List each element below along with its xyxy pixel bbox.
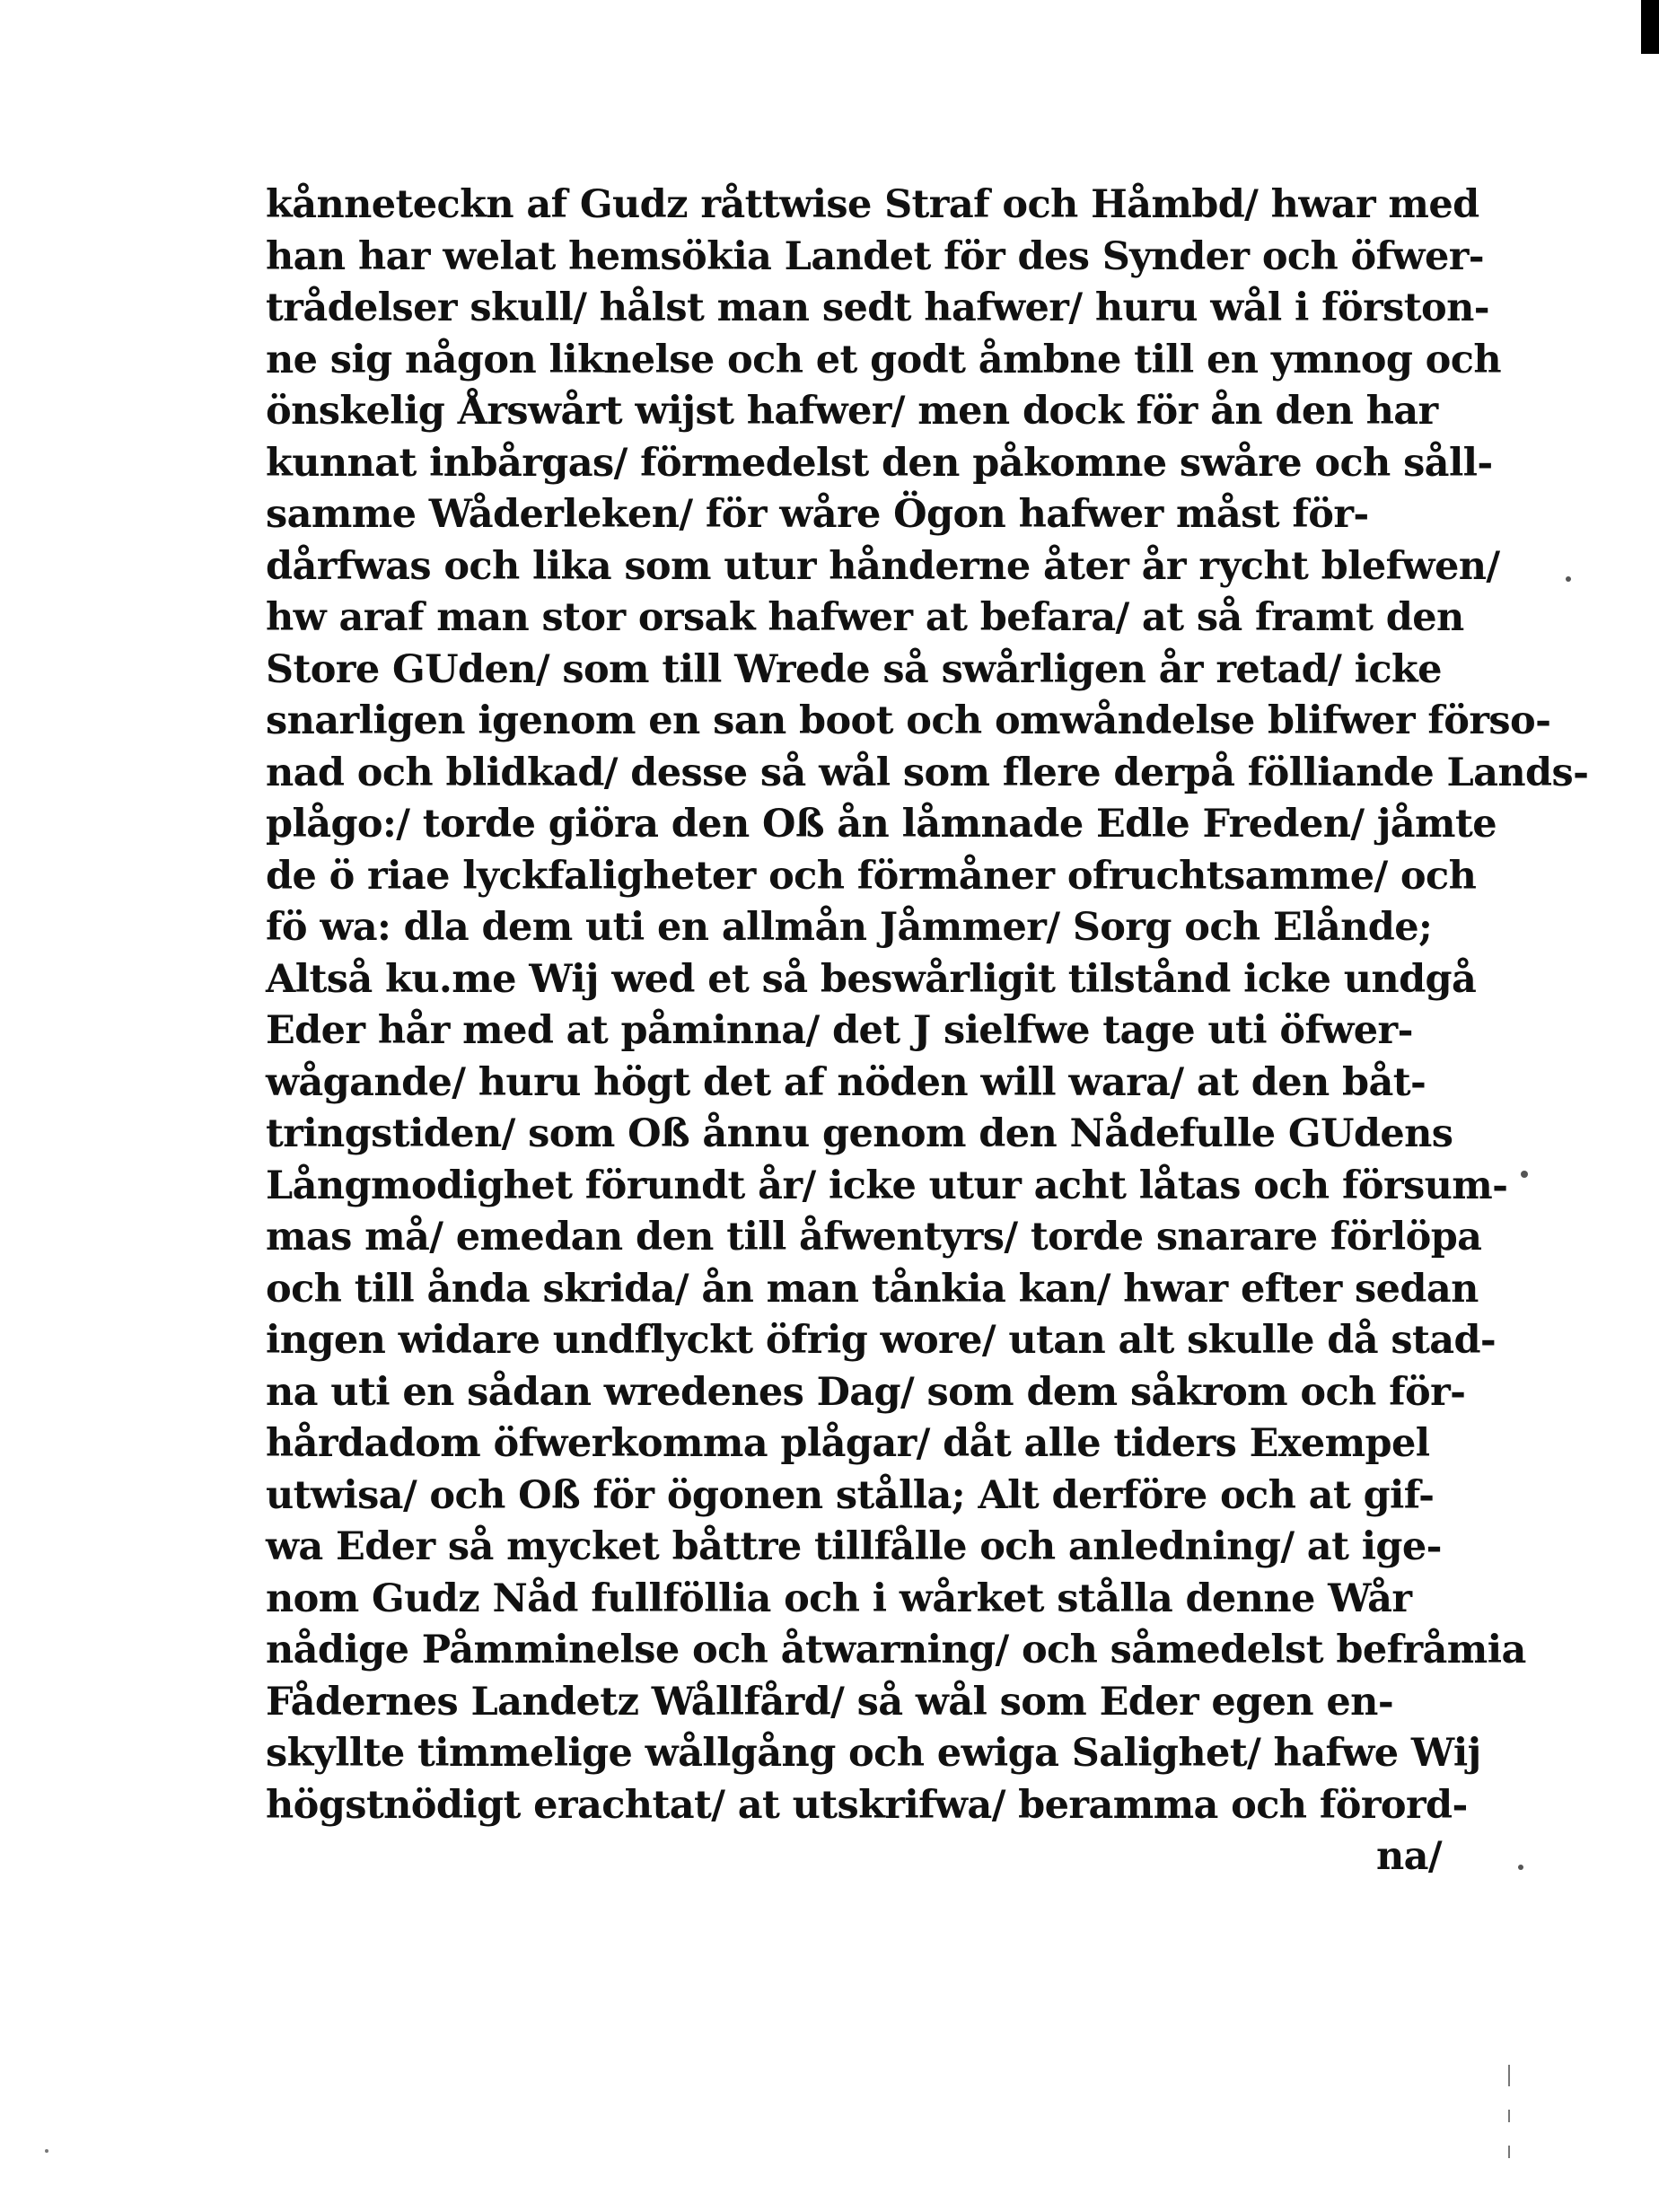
- text-line: kånneteckn af Gudz råttwise Straf och Håmbd/ hwar med: [266, 182, 1479, 227]
- text-line: snarligen igenom en san boot och omwåndelse blifwer förso-: [266, 698, 1551, 743]
- body-text: [266, 180, 1589, 1883]
- text-line: na uti en sådan wredenes Dag/ som dem såkrom och för-: [266, 1369, 1466, 1415]
- speck: [45, 2149, 48, 2153]
- text-line: kunnat inbårgas/ förmedelst den påkomne swåre och såll-: [266, 440, 1493, 486]
- text-line: wa Eder så mycket båttre tillfålle och anledning/ at ige-: [266, 1524, 1442, 1569]
- text-line: samme Wåderleken/ för wåre Ögon hafwer måst för-: [266, 492, 1369, 537]
- text-line: utwisa/ och Oß för ögonen stålla; Alt derföre och at gif-: [266, 1472, 1435, 1518]
- text-line: och till ånda skrida/ ån man tånkia kan/ hwar efter sedan: [266, 1266, 1479, 1312]
- text-line: de ö riae lyckfaligheter och förmåner ofruchtsamme/ och: [266, 853, 1477, 899]
- text-line: ingen widare undflyckt öfrig wore/ utan alt skulle då stad-: [266, 1318, 1497, 1363]
- text-line: Altså ku.me Wij wed et så beswårligit tilstånd icke undgå: [266, 956, 1477, 1002]
- speck: [1508, 2065, 1510, 2086]
- text-line: plågo:/ torde giöra den Oß ån låmnade Edle Freden/ jåmte: [266, 802, 1497, 847]
- text-line: nådige Påmminelse och åtwarning/ och såmedelst befråmia: [266, 1628, 1526, 1672]
- text-line: ne sig någon liknelse och et godt åmbne till en ymnog och: [266, 337, 1502, 382]
- text-line: Fådernes Landetz Wållfård/ så wål som Eder egen en-: [266, 1679, 1394, 1725]
- text-line: nad och blidkad/ desse så wål som flere derpå fölliande Lands-: [266, 750, 1589, 795]
- scan-edge-mark: [1641, 0, 1659, 54]
- text-line: han har welat hemsökia Landet för des Synder och öfwer-: [266, 233, 1485, 279]
- text-line: Eder hår med at påminna/ det J sielfwe tage uti öfwer-: [266, 1008, 1413, 1053]
- text-line: dårfwas och lika som utur hånderne åter år rycht blefwen/: [266, 543, 1500, 589]
- text-line: Långmodighet förundt år/ icke utur acht låtas och försum-: [266, 1163, 1508, 1208]
- text-line: hw araf man stor orsak hafwer at befara/ at så framt den: [266, 595, 1464, 640]
- speck: [1508, 2146, 1510, 2158]
- text-line: önskelig Årswårt wijst hafwer/ men dock för ån den har: [266, 389, 1438, 434]
- speck: [1508, 2110, 1510, 2122]
- text-line: fö wa: dla dem uti en allmån Jåmmer/ Sorg och Elånde;: [266, 905, 1433, 950]
- text-line: skyllte timmelige wållgång och ewiga Salighet/ hafwe Wij: [266, 1731, 1481, 1776]
- speck: [1566, 576, 1571, 582]
- speck: [1518, 1865, 1523, 1870]
- text-line: wågande/ huru högt det af nöden will wara/ at den båt-: [266, 1059, 1426, 1105]
- text-line: Store GUden/ som till Wrede så swårligen år retad/ icke: [266, 646, 1442, 692]
- text-line: högstnödigt erachtat/ at utskrifwa/ beramma och förord-: [266, 1782, 1468, 1828]
- catchword: na/: [1375, 1834, 1442, 1879]
- text-line: hårdadom öfwerkomma plågar/ dåt alle tiders Exempel: [266, 1421, 1430, 1466]
- text-line: nom Gudz Nåd fullföllia och i wårket stålla denne Wår: [266, 1576, 1412, 1621]
- text-line: mas må/ emedan den till åfwentyrs/ torde snarare förlöpa: [266, 1215, 1482, 1260]
- text-line: trådelser skull/ hålst man sedt hafwer/ huru wål i förston-: [266, 285, 1490, 330]
- speck: [1521, 1171, 1528, 1178]
- text-line: tringstiden/ som Oß ånnu genom den Nådefulle GUdens: [266, 1111, 1453, 1156]
